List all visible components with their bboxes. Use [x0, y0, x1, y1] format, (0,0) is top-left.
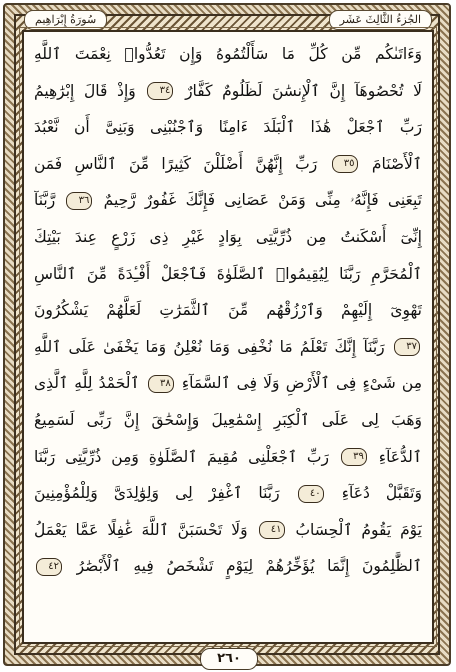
verse-text: رَبِّ ٱجْعَلْ هَٰذَا ٱلْبَلَدَ ءَامِنًا وَٱجْنُبْنِى وَبَنِىَّ أَن نَّعْبُدَ	[34, 118, 422, 137]
text-line	[34, 219, 422, 256]
verse-text: مِن شَىْءٍ فِى ٱلْأَرْضِ وَلَا فِى ٱلسَّمَآءِ	[181, 374, 422, 393]
verse-text: ٱلْمُحَرَّمِ رَبَّنَا لِيُقِيمُوا۟ ٱلصَّلَوٰةَ فَٱجْعَلْ أَفْـِٔدَةً مِّنَ ٱلنَّاسِ	[34, 264, 422, 283]
verse-text: يَوْمَ يَقُومُ ٱلْحِسَابُ	[295, 520, 422, 539]
verse-text: تَهْوِىٓ إِلَيْهِمْ وَٱرْزُقْهُم مِّنَ ٱلثَّمَرَٰتِ لَعَلَّهُمْ يَشْكُرُونَ	[34, 301, 422, 320]
text-line	[34, 73, 422, 110]
ayah-number-marker: ٤١	[259, 521, 285, 539]
text-line	[34, 329, 422, 366]
text-line	[34, 256, 422, 293]
verse-text: إِنِّىٓ أَسْكَنتُ مِن ذُرِّيَّتِى بِوَادٍ غَيْرِ ذِى زَرْعٍ عِندَ بَيْتِكَ	[34, 227, 422, 246]
verse-text: رَّبَّنَآ	[34, 191, 56, 210]
text-line	[34, 439, 422, 476]
ayah-number-marker: ٣٩	[341, 448, 367, 466]
verse-text: رَبِّ إِنَّهُنَّ أَضْلَلْنَ كَثِيرًا مِّنَ ٱلنَّاسِ فَمَن	[34, 154, 318, 173]
ayah-number-marker: ٣٧	[394, 338, 420, 356]
text-line	[34, 365, 422, 402]
text-line	[34, 182, 422, 219]
ayah-number-marker: ٣٥	[332, 155, 358, 173]
text-line	[34, 402, 422, 439]
verse-text: وَهَبَ لِى عَلَى ٱلْكِبَرِ إِسْمَٰعِيلَ وَإِسْحَٰقَ إِنَّ رَبِّى لَسَمِيعُ	[34, 410, 422, 429]
page-number: ٢٦٠	[200, 648, 258, 670]
ayah-number-marker: ٤٠	[298, 485, 324, 503]
text-line	[34, 512, 422, 549]
verse-text: ٱلظَّٰلِمُونَ إِنَّمَا يُؤَخِّرُهُمْ لِيَوْمٍ تَشْخَصُ فِيهِ ٱلْأَبْصَٰرُ	[76, 557, 422, 576]
verse-text: ٱلْأَصْنَامَ	[371, 154, 422, 173]
verse-text: وَلَا تَحْسَبَنَّ ٱللَّهَ غَٰفِلًا عَمَّا يَعْمَلُ	[34, 520, 248, 539]
surah-name-label: سُورَةُ إِبْرَاهِيم	[24, 10, 107, 30]
verse-text: رَبَّنَآ إِنَّكَ تَعْلَمُ مَا نُخْفِى وَمَا نُعْلِنُ وَمَا يَخْفَىٰ عَلَى ٱللَّهِ	[34, 337, 385, 356]
ayah-number-marker: ٣٨	[148, 375, 174, 393]
text-line	[34, 146, 422, 183]
verse-text: ٱلْحَمْدُ لِلَّهِ ٱلَّذِى	[34, 374, 140, 393]
verse-lines	[34, 36, 422, 585]
text-line	[34, 548, 422, 585]
text-line	[34, 36, 422, 73]
ayah-number-marker: ٣٦	[66, 192, 92, 210]
text-line	[34, 475, 422, 512]
verse-text: تَبِعَنِى فَإِنَّهُۥ مِنِّى وَمَنْ عَصَانِى فَإِنَّكَ غَفُورٌ رَّحِيمٌ	[103, 191, 422, 210]
verse-text: وَءَاتَىٰكُم مِّن كُلِّ مَا سَأَلْتُمُوهُ وَإِن تَعُدُّوا۟ نِعْمَتَ ٱللَّهِ	[34, 45, 422, 63]
verse-text: وَتَقَبَّلْ دُعَآءِ	[341, 484, 422, 503]
text-line	[34, 109, 422, 146]
ayah-number-marker: ٣٤	[147, 82, 173, 100]
verse-text: رَبَّنَا ٱغْفِرْ لِى وَلِوَٰلِدَىَّ وَلِلْمُؤْمِنِينَ	[34, 484, 280, 503]
verse-text: ٱلدُّعَآءِ	[378, 447, 422, 466]
juz-label: الجُزءُ الثَّالِثَ عَشَر	[329, 10, 432, 30]
verse-text: رَبِّ ٱجْعَلْنِى مُقِيمَ ٱلصَّلَوٰةِ وَمِن ذُرِّيَّتِى رَبَّنَا	[34, 447, 329, 466]
text-line	[34, 292, 422, 329]
verse-text: لَا تُحْصُوهَآ إِنَّ ٱلْإِنسَٰنَ لَظَلُومٌ كَفَّارٌ	[185, 81, 422, 100]
ayah-number-marker: ٤٢	[36, 558, 62, 576]
verse-text: وَإِذْ قَالَ إِبْرَٰهِيمُ	[34, 81, 136, 100]
